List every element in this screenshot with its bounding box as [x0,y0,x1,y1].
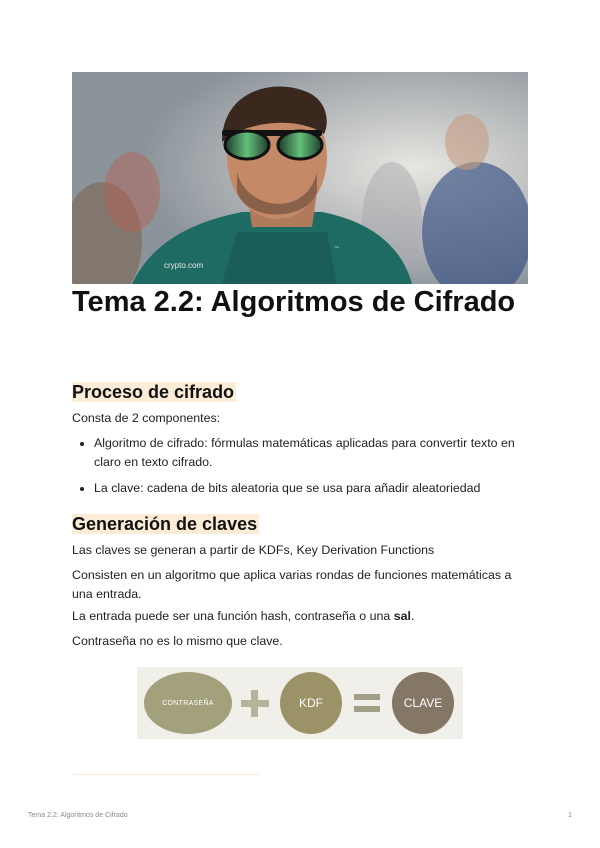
diagram-output-oval: CLAVE [392,672,454,734]
footer-title: Tema 2.2: Algoritmos de Cifrado [28,812,128,819]
diagram-input-oval: CONTRASEÑA [144,672,232,734]
equals-icon [354,694,380,700]
list-item: La clave: cadena de bits aleatoria que se usa para añadir aleatoriedad [72,479,527,498]
jersey-text: crypto.com [164,261,204,270]
paragraph: Contraseña no es lo mismo que clave. [72,634,283,648]
section-intro: Consta de 2 componentes: [72,411,221,425]
cover-image [72,72,528,284]
paragraph: Las claves se generan a partir de KDFs, Key Derivation Functions [72,543,435,557]
paragraph: Consisten en un algoritmo que aplica varias rondas de funciones matemáticas a una entrada. [72,568,512,601]
bold-term: sal [393,609,411,623]
section-heading-claves: Generación de claves [72,514,258,534]
paragraph: La entrada puede ser una función hash, contraseña o una sal. [72,609,415,623]
portrait-photo-icon [72,72,528,284]
document-title: Tema 2.2: Algoritmos de Cifrado [72,286,516,318]
equals-icon-lower [354,706,380,712]
kdf-diagram [137,667,463,739]
svg-text:~: ~ [334,242,340,252]
diagram-function-oval: KDF [280,672,342,734]
plus-icon-vertical [251,690,258,717]
divider [72,774,258,775]
list-item: Algoritmo de cifrado: fórmulas matemáticas aplicadas para convertir texto en claro en texto cifrado. [72,434,527,472]
page-number: 1 [568,812,572,819]
section-heading-cifrado: Proceso de cifrado [72,382,235,402]
bullet-list [72,434,527,505]
